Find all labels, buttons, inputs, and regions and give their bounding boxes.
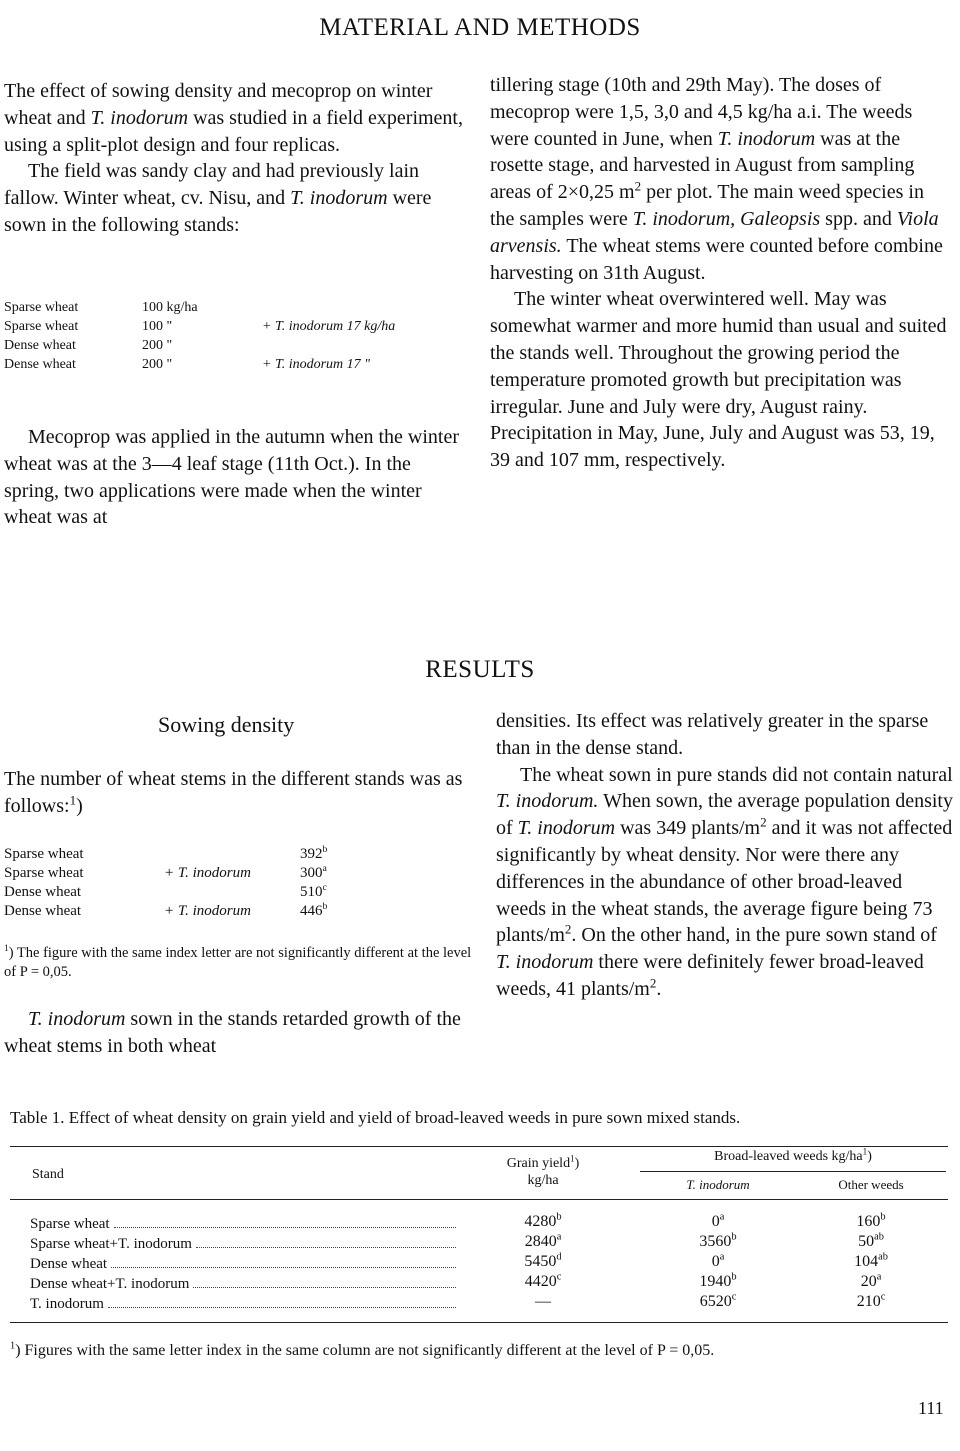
- col-header-other: Other weeds: [838, 1177, 904, 1192]
- stems-list: [4, 846, 327, 922]
- stands-list: [4, 300, 395, 376]
- col-header-stand: Stand: [32, 1167, 64, 1182]
- col-header-grain: Grain yield$^1$) kg/ha: [506, 1153, 580, 1188]
- grain-column: 4280$^b$ 2840$^a$ 5450$^d$ 4420$^c$ —: [524, 1211, 562, 1310]
- list-item: Dense wheat + T. inodorum 446$^b$: [4, 901, 328, 919]
- table-1: [10, 1146, 948, 1323]
- stand-column: [30, 1214, 460, 1314]
- mm-left-column: [4, 78, 464, 239]
- other-column: 160$^b$ $50^{ab}$ $104^{ab}$ 20$^a$ 210$^c$: [854, 1211, 888, 1310]
- page-title: MATERIAL AND METHODS: [319, 14, 641, 41]
- sowing-after-paragraph: T. inodorum sown in the stands retarded growth of the wheat stems in both wheat: [4, 1008, 461, 1057]
- list-item: Sparse wheat + T. inodorum 300$^a$: [4, 863, 327, 881]
- table-row: Dense wheat: [30, 1254, 460, 1274]
- results-right-column: [496, 708, 954, 1003]
- results-right-paragraph-1: densities. Its effect was relatively greater in the sparse than in the dense stand.: [496, 710, 929, 759]
- table-row: Sparse wheat+T. inodorum: [30, 1234, 460, 1254]
- tino-column: 0$^a$ 3560$^b$ 0$^a$ 1940$^b$ 6520$^c$: [699, 1211, 737, 1310]
- list-item: Sparse wheat 392$^b$: [4, 844, 328, 862]
- results-right-paragraph-2: The wheat sown in pure stands did not contain natural T. inodorum. When sown, the average population density of T. inodorum was 349 plants/$m^2$ and it was not affected significantly by wheat density. Nor were there any differences in the abundance of other broad-leaved weeds in the wheat stands, the average figure being 73 plants/$m^2$. On the other hand, in the pure sown stand of T. inodorum there were definitely fewer broad-leaved weeds, 41 plants/$m^2$.: [496, 763, 953, 1000]
- table-footnote: $^1$) Figures with the same letter index in the same column are not significantly different at the level of P = 0,05.: [10, 1340, 715, 1359]
- list-item: Dense wheat 510$^c$: [4, 882, 327, 900]
- list-item: Dense wheat 200 ": [4, 338, 173, 353]
- header-sub-rule: [640, 1171, 946, 1172]
- list-item: Sparse wheat 100 " + T. inodorum 17 kg/ha: [4, 319, 396, 334]
- table-row: Dense wheat+T. inodorum: [30, 1274, 460, 1294]
- list-item: Dense wheat 200 " + T. inodorum 17 ": [4, 357, 371, 372]
- table-caption: Table 1. Effect of wheat density on grain yield and yield of broad-leaved weeds in pure sown mixed stands.: [10, 1108, 741, 1127]
- table-row: T. inodorum: [30, 1294, 460, 1314]
- sowing-footnote: $^1$) The figure with the same index letter are not significantly different at the level of P = 0,05.: [4, 944, 472, 980]
- table-header: [10, 1147, 948, 1199]
- mm-paragraph-3: Mecoprop was applied in the autumn when the winter wheat was at the 3—4 leaf stage (11th Oct.). In the spring, two applications were made when the winter wheat was at: [4, 426, 459, 529]
- page-number: 111: [918, 1398, 944, 1418]
- sowing-intro: The number of wheat stems in the different stands was as follows:$^1$): [4, 768, 463, 817]
- table-body: [10, 1200, 948, 1322]
- col-header-broad: Broad-leaved weeds $kg/ha^1$): [714, 1146, 872, 1164]
- mm-right-column: [490, 72, 952, 474]
- mm-paragraph-2: The field was sandy clay and had previously lain fallow. Winter wheat, cv. Nisu, and T. inodorum were sown in the following stands:: [4, 160, 432, 236]
- mm-right-paragraph-2: The winter wheat overwintered well. May was somewhat warmer and more humid than usual and suited the stands well. Throughout the growing period the temperature promoted growth but precipitation was irregular. June and July were dry, August rainy. Precipitation in May, June, July and August was 53, 19, 39 and 107 mm, respectively.: [490, 288, 947, 472]
- table-row: Sparse wheat: [30, 1214, 460, 1234]
- mm-right-paragraph-1: tillering stage (10th and 29th May). The doses of mecoprop were 1,5, 3,0 and 4,5 kg/ha a.i. The weeds were counted in June, when T. inodorum was at the rosette stage, and harvested in August from sampling areas of 2×0,25 $m^2$ per plot. The main weed species in the samples were T. inodorum, Galeopsis spp. and Viola arvensis. The wheat stems were counted before combine harvesting on 31th August.: [490, 74, 943, 284]
- mm-paragraph-1: The effect of sowing density and mecoprop on winter wheat and T. inodorum was studied in a field experiment, using a split-plot design and four replicas.: [4, 80, 463, 156]
- list-item: Sparse wheat 100 kg/ha: [4, 300, 198, 315]
- sowing-density-heading: Sowing density: [158, 712, 295, 737]
- col-header-tino: T. inodorum: [686, 1177, 750, 1192]
- table-bottom-rule: [10, 1322, 948, 1323]
- results-title: RESULTS: [425, 656, 535, 683]
